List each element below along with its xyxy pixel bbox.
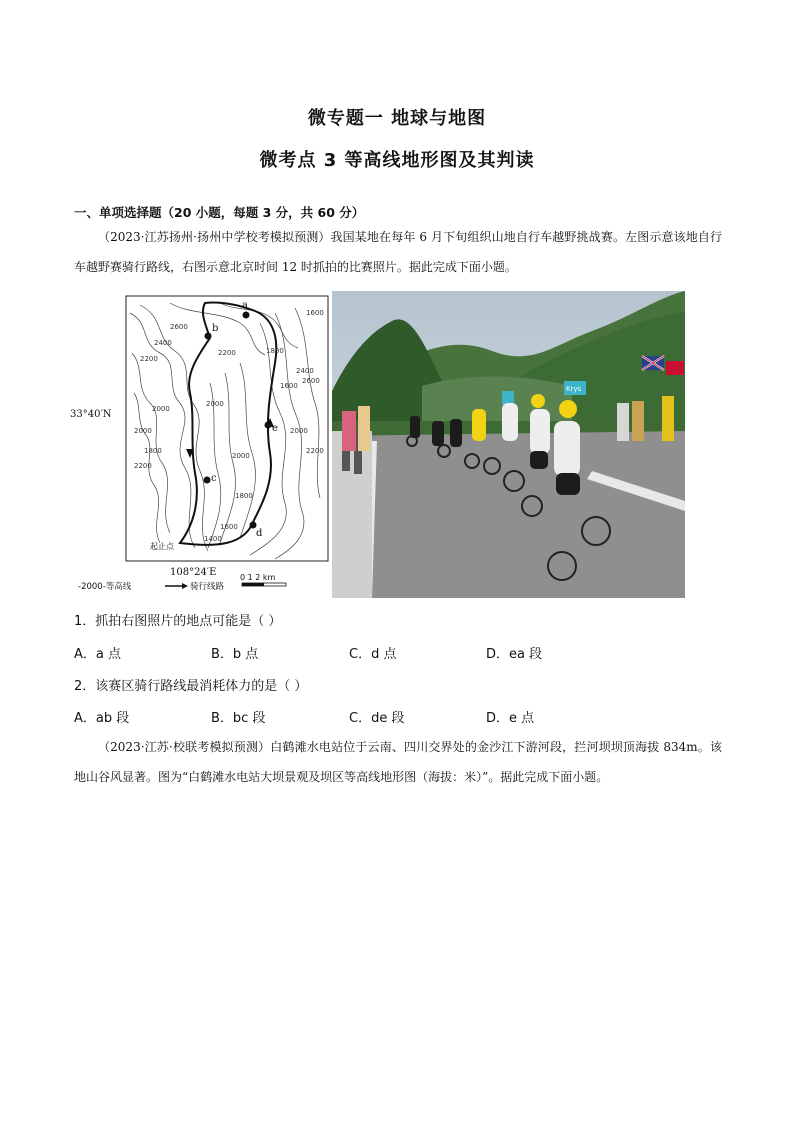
question-2 bbox=[74, 675, 307, 694]
question-stem: 该赛区骑行路线最消耗体力的是（ ） bbox=[95, 679, 308, 694]
passage-2: （2023·江苏·校联考模拟预测）白鹤滩水电站位于云南、四川交界处的金沙江下游河段，拦河坝坝顶海拔 834m。该地山谷风显著。图为“白鹤滩水电站大坝景观及坝区等高线地形图（海拔：米）”。据此完成下面小题。 bbox=[74, 740, 722, 784]
contour-label: 1600 bbox=[280, 382, 298, 390]
contour-label: 2200 bbox=[218, 349, 236, 357]
option-c[interactable]: C．d 点 bbox=[349, 647, 397, 662]
option-a[interactable]: A．ab 段 bbox=[74, 711, 130, 726]
race-photo-svg bbox=[332, 291, 685, 598]
point-a bbox=[243, 312, 250, 319]
contour-label: 2600 bbox=[170, 323, 188, 331]
contour-label: 1800 bbox=[235, 492, 253, 500]
contour-label: 2400 bbox=[296, 367, 314, 375]
contour-label: 1600 bbox=[306, 309, 324, 317]
contour-label: 1800 bbox=[144, 447, 162, 455]
option-b[interactable]: B．b 点 bbox=[211, 647, 259, 662]
contour-label: 2000 bbox=[232, 452, 250, 460]
latitude-label: 33°40′N bbox=[70, 409, 112, 420]
legend-arrow-icon bbox=[182, 583, 188, 589]
contour-label: 2600 bbox=[302, 377, 320, 385]
longitude-label: 108°24′E bbox=[170, 567, 217, 578]
contour-label: 2200 bbox=[140, 355, 158, 363]
legend-route: 骑行线路 bbox=[190, 582, 225, 592]
point-label: b bbox=[212, 323, 219, 334]
point-label: d bbox=[256, 528, 263, 539]
scale-label: 0 1 2 km bbox=[240, 573, 276, 582]
contour-label: 2000 bbox=[152, 405, 170, 413]
banner-text: Krys bbox=[566, 385, 582, 393]
question-1 bbox=[74, 610, 281, 629]
point-label: a bbox=[242, 300, 248, 311]
contour-map bbox=[70, 293, 332, 595]
contour-label: 1600 bbox=[220, 523, 238, 531]
option-c[interactable]: C．de 段 bbox=[349, 711, 405, 726]
contour-label: 1400 bbox=[204, 535, 222, 543]
contour-label: 2000 bbox=[134, 427, 152, 435]
contour-label: 1800 bbox=[266, 347, 284, 355]
contour-label: 2200 bbox=[134, 462, 152, 470]
point-c bbox=[204, 477, 211, 484]
option-a[interactable]: A．a 点 bbox=[74, 647, 121, 662]
contour-label: 2000 bbox=[290, 427, 308, 435]
section-title: 一、单项选择题（20 小题，每题 3 分，共 60 分） bbox=[74, 205, 365, 220]
point-e bbox=[265, 422, 272, 429]
contour-map-svg bbox=[70, 293, 332, 595]
question-number: 2． bbox=[74, 679, 96, 694]
point-b bbox=[205, 333, 212, 340]
question-number: 1． bbox=[74, 614, 96, 629]
point-label: c bbox=[211, 473, 217, 484]
point-label: e bbox=[272, 423, 278, 434]
page-subtitle: 微考点 3 等高线地形图及其判读 bbox=[259, 150, 535, 171]
contour-label: 2200 bbox=[306, 447, 324, 455]
page-title: 微专题一 地球与地图 bbox=[307, 108, 487, 129]
question-stem: 抓拍右图照片的地点可能是（ ） bbox=[95, 614, 282, 629]
contour-label: 2000 bbox=[206, 400, 224, 408]
option-d[interactable]: D．ea 段 bbox=[486, 647, 543, 662]
legend-contour: -2000-等高线 bbox=[78, 582, 132, 592]
race-photo bbox=[332, 291, 685, 598]
passage-1: （2023·江苏扬州·扬州中学校考模拟预测）我国某地在每年 6 月下旬组织山地自行车越野挑战赛。左图示意该地自行车越野赛骑行路线，右图示意北京时间 12 时抓拍的比赛照片。据此完成下面小题。 bbox=[74, 230, 722, 274]
start-label: 起止点 bbox=[150, 542, 174, 551]
contour-label: 2400 bbox=[154, 339, 172, 347]
option-d[interactable]: D．e 点 bbox=[486, 711, 535, 726]
option-b[interactable]: B．bc 段 bbox=[211, 711, 266, 726]
